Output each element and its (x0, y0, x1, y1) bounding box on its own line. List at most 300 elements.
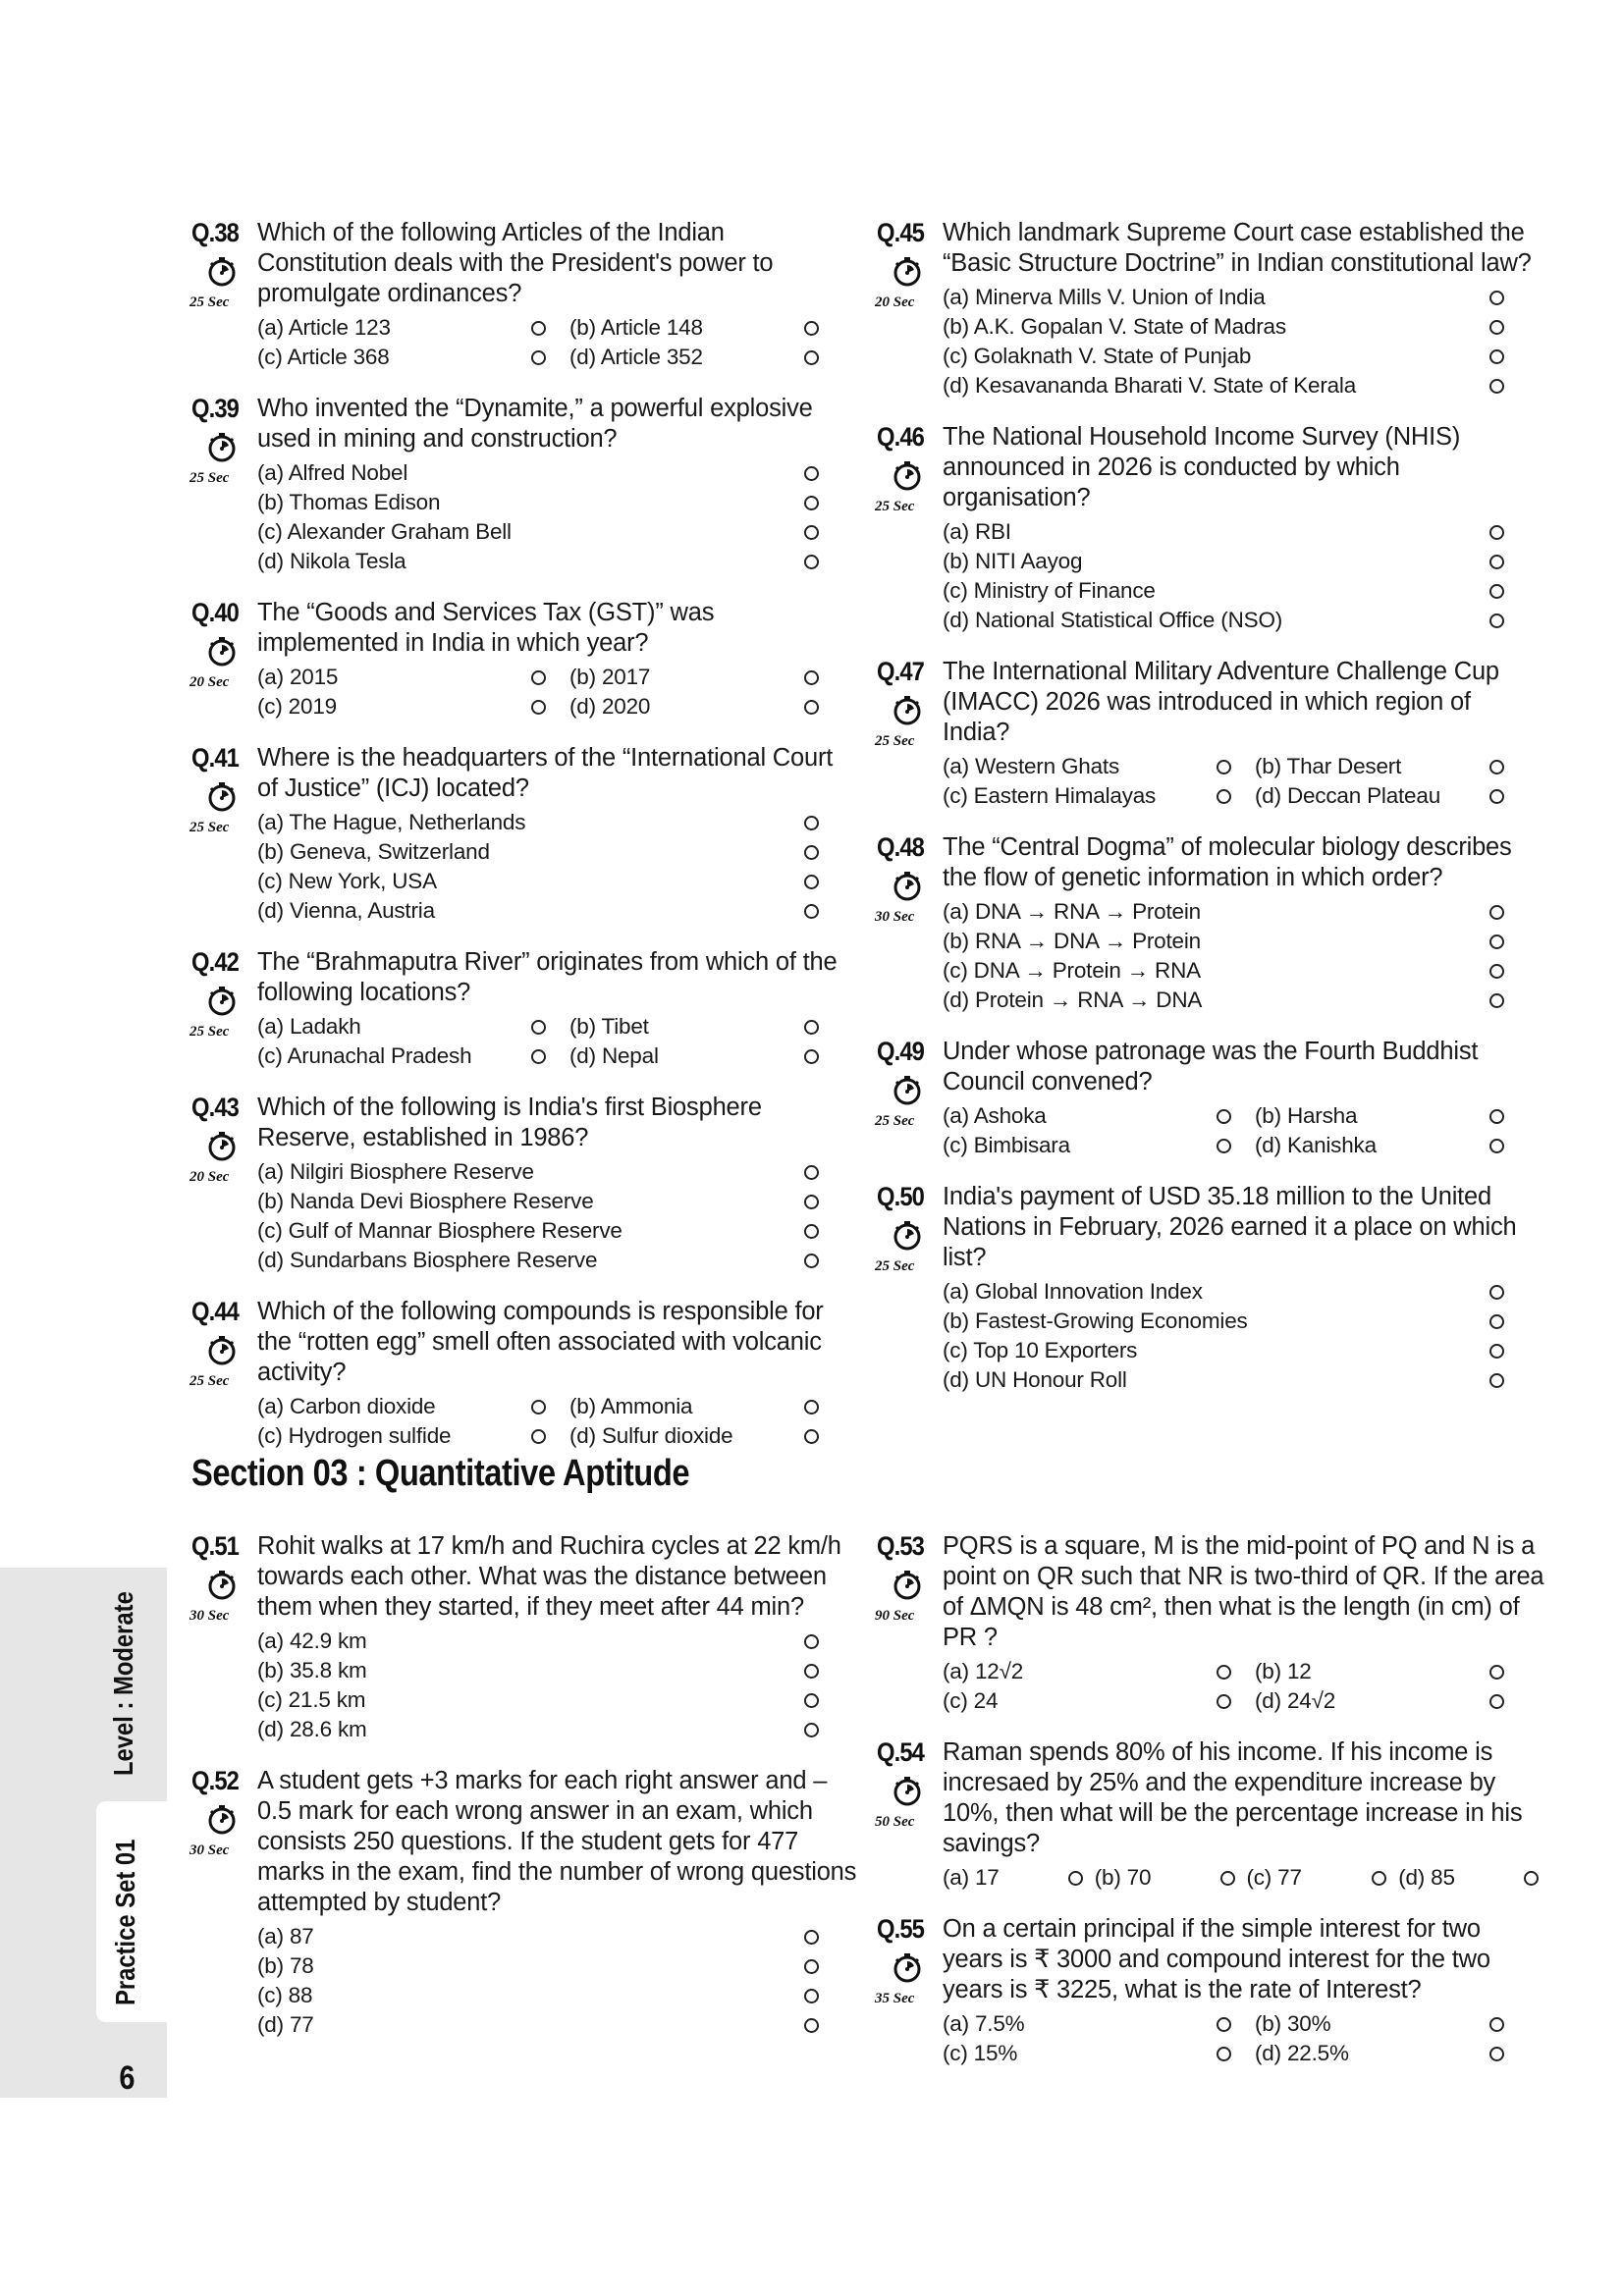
option-label: (d) Kanishka (1255, 1133, 1377, 1157)
answer-bubble[interactable] (804, 555, 819, 569)
option-label: (d) 85 (1398, 1865, 1455, 1890)
options (943, 897, 1544, 1015)
option[interactable] (257, 1014, 552, 1040)
option-label: (a) Minerva Mills V. Union of India (943, 285, 1266, 309)
question-number: Q.51 (191, 1531, 240, 1561)
option[interactable] (257, 1687, 825, 1713)
option[interactable] (943, 578, 1510, 604)
option[interactable] (569, 1014, 825, 1040)
option-label: (c) Alexander Graham Bell (257, 519, 512, 544)
answer-bubble[interactable] (531, 1400, 546, 1415)
stopwatch-icon (891, 870, 924, 903)
option-label: (c) 88 (257, 1983, 313, 2007)
answer-bubble[interactable] (804, 1693, 819, 1708)
answer-bubble[interactable] (1489, 2017, 1504, 2032)
option[interactable] (943, 1659, 1237, 1684)
question-text: Where is the headquarters of the “International Court of Justice” (ICJ) located? (257, 744, 834, 802)
answer-bubble[interactable] (1217, 1139, 1231, 1153)
option-label: (c) 15% (943, 2041, 1018, 2065)
option-label: (c) 77 (1246, 1865, 1302, 1890)
option[interactable] (943, 754, 1237, 779)
option[interactable] (943, 2011, 1237, 2037)
option-label: (b) Tibet (569, 1014, 649, 1039)
option-label: (d) Article 352 (569, 345, 703, 369)
answer-bubble[interactable] (804, 875, 819, 889)
option[interactable] (943, 285, 1510, 310)
question-number: Q.54 (877, 1737, 925, 1767)
question-48 (877, 832, 1544, 1015)
answer-bubble[interactable] (531, 700, 546, 715)
answer-bubble[interactable] (1489, 584, 1504, 599)
level-tab (96, 1568, 167, 1795)
option-label: (a) Western Ghats (943, 754, 1119, 778)
option[interactable] (257, 1658, 825, 1683)
option-label: (a) 42.9 km (257, 1629, 367, 1653)
option[interactable] (943, 1338, 1510, 1363)
option-label: (c) DNA → Protein → RNA (943, 958, 1201, 983)
option[interactable] (257, 694, 552, 720)
option-label: (a) Ashoka (943, 1103, 1047, 1128)
option-label: (b) 70 (1094, 1865, 1152, 1890)
time-label: 25 Sec (875, 499, 915, 514)
question-43 (191, 1093, 859, 1275)
answer-bubble[interactable] (1489, 1373, 1504, 1388)
question-40 (191, 598, 859, 721)
answer-bubble[interactable] (804, 321, 819, 336)
option-label: (d) 2020 (569, 694, 651, 719)
answer-bubble[interactable] (1489, 349, 1504, 364)
option[interactable] (569, 1394, 825, 1419)
option[interactable] (943, 2041, 1237, 2066)
option[interactable] (257, 1189, 825, 1214)
answer-bubble[interactable] (531, 1049, 546, 1064)
answer-bubble[interactable] (804, 1723, 819, 1737)
option[interactable] (1398, 1865, 1544, 1891)
answer-bubble[interactable] (804, 2018, 819, 2033)
question-number: Q.52 (191, 1766, 240, 1795)
answer-bubble[interactable] (1217, 2047, 1231, 2061)
options (943, 283, 1544, 400)
answer-bubble[interactable] (804, 816, 819, 830)
option[interactable] (943, 549, 1510, 574)
answer-bubble[interactable] (1489, 1344, 1504, 1359)
option[interactable] (257, 898, 825, 924)
answer-bubble[interactable] (804, 1224, 819, 1239)
question-text: Under whose patronage was the Fourth Buddhist Council convened? (943, 1038, 1479, 1095)
time-label: 25 Sec (189, 470, 230, 486)
answer-bubble[interactable] (1217, 2017, 1231, 2032)
answer-bubble[interactable] (1217, 760, 1231, 774)
option[interactable] (569, 315, 825, 341)
options (257, 1392, 859, 1451)
question-number: Q.45 (877, 218, 925, 247)
stopwatch-icon (205, 985, 239, 1018)
answer-bubble[interactable] (1489, 1665, 1504, 1680)
question-text: India's payment of USD 35.18 million to the United Nations in February, 2026 earned it a place on which list? (943, 1183, 1517, 1271)
time-label: 25 Sec (875, 733, 915, 749)
question-text: Raman spends 80% of his income. If his income is incresaed by 25% and the expenditure increase by 10%, then what will be the percentage increase in his savings? (943, 1738, 1523, 1857)
options (943, 1101, 1544, 1160)
option-label: (c) Bimbisara (943, 1133, 1070, 1157)
answer-bubble[interactable] (804, 1165, 819, 1180)
option-label: (d) 24√2 (1255, 1688, 1336, 1713)
option[interactable] (943, 1367, 1510, 1393)
option-label: (d) 77 (257, 2012, 314, 2037)
stopwatch-icon (205, 635, 239, 668)
question-text: The “Brahmaputra River” originates from which of the following locations? (257, 948, 838, 1006)
option[interactable] (257, 519, 825, 545)
option-label: (a) 17 (943, 1865, 1000, 1890)
answer-bubble[interactable] (1489, 1139, 1504, 1153)
option-label: (d) National Statistical Office (NSO) (943, 608, 1283, 632)
option-label: (b) 2017 (569, 665, 651, 689)
answer-bubble[interactable] (804, 525, 819, 540)
answer-bubble[interactable] (1489, 320, 1504, 335)
options (257, 1922, 859, 2040)
option-label: (b) Thar Desert (1255, 754, 1402, 778)
option[interactable] (1255, 783, 1510, 809)
option[interactable] (569, 1423, 825, 1449)
option[interactable] (1246, 1865, 1392, 1891)
options (257, 1012, 859, 1071)
question-51 (191, 1531, 859, 1744)
option-label: (c) 21.5 km (257, 1687, 366, 1712)
answer-bubble[interactable] (1217, 1694, 1231, 1709)
option-label: (b) 12 (1255, 1659, 1312, 1683)
question-number: Q.38 (191, 218, 240, 247)
option[interactable] (257, 315, 552, 341)
option[interactable] (569, 694, 825, 720)
option[interactable] (257, 1717, 825, 1742)
time-label: 25 Sec (189, 1024, 230, 1040)
stopwatch-icon (891, 1775, 924, 1808)
answer-bubble[interactable] (804, 1634, 819, 1649)
option[interactable] (943, 1279, 1510, 1305)
answer-bubble[interactable] (804, 845, 819, 860)
option[interactable] (943, 929, 1510, 954)
question-number: Q.50 (877, 1182, 925, 1211)
option-label: (b) RNA → DNA → Protein (943, 929, 1201, 953)
question-number: Q.53 (877, 1531, 925, 1561)
option-label: (c) Hydrogen sulfide (257, 1423, 452, 1448)
question-number: Q.55 (877, 1914, 925, 1944)
option-label: (d) Nepal (569, 1043, 659, 1068)
option-label: (a) 87 (257, 1924, 314, 1949)
option-label: (a) 2015 (257, 665, 339, 689)
option-label: (a) Alfred Nobel (257, 460, 408, 485)
option[interactable] (943, 988, 1510, 1013)
option-label: (d) Sundarbans Biosphere Reserve (257, 1248, 598, 1272)
option[interactable] (943, 344, 1510, 369)
option[interactable] (943, 314, 1510, 340)
option-label: (b) Nanda Devi Biosphere Reserve (257, 1189, 594, 1213)
option-label: (a) 12√2 (943, 1659, 1024, 1683)
time-label: 20 Sec (875, 294, 915, 310)
option[interactable] (1255, 2041, 1510, 2066)
option[interactable] (943, 1865, 1089, 1891)
answer-bubble[interactable] (1489, 760, 1504, 774)
answer-bubble[interactable] (804, 1429, 819, 1444)
time-label: 25 Sec (875, 1258, 915, 1274)
answer-bubble[interactable] (1217, 789, 1231, 804)
stopwatch-icon (205, 255, 239, 289)
option-label: (c) Eastern Himalayas (943, 783, 1157, 808)
stopwatch-icon (891, 1951, 924, 1985)
option[interactable] (1255, 1103, 1510, 1129)
option-label: (a) The Hague, Netherlands (257, 810, 526, 834)
question-number: Q.49 (877, 1037, 925, 1066)
question-text: Which of the following Articles of the Indian Constitution deals with the President's power to promulgate ordinances? (257, 219, 774, 307)
time-label: 30 Sec (189, 1608, 230, 1624)
option-label: (b) 78 (257, 1953, 314, 1978)
option[interactable] (257, 1629, 825, 1654)
option-label: (b) Article 148 (569, 315, 703, 340)
option[interactable] (943, 519, 1510, 545)
option[interactable] (1255, 2011, 1510, 2037)
option[interactable] (257, 810, 825, 835)
option[interactable] (943, 1103, 1237, 1129)
option[interactable] (943, 373, 1510, 399)
answer-bubble[interactable] (804, 496, 819, 510)
option[interactable] (943, 958, 1510, 984)
answer-bubble[interactable] (1489, 1285, 1504, 1300)
option-label: (d) Deccan Plateau (1255, 783, 1441, 808)
option[interactable] (257, 1924, 825, 1949)
answer-bubble[interactable] (531, 670, 546, 685)
answer-bubble[interactable] (1524, 1871, 1539, 1886)
option[interactable] (257, 490, 825, 515)
option[interactable] (569, 345, 825, 370)
time-label: 30 Sec (189, 1842, 230, 1858)
answer-bubble[interactable] (804, 1989, 819, 2003)
question-number: Q.44 (191, 1297, 240, 1326)
option[interactable] (943, 1308, 1510, 1334)
option[interactable] (257, 1248, 825, 1273)
answer-bubble[interactable] (1489, 1694, 1504, 1709)
option-label: (c) Golaknath V. State of Punjab (943, 344, 1252, 368)
question-text: PQRS is a square, M is the mid-point of PQ and N is a point on QR such that NR is two-third of QR. If the area of ΔMQN is 48 cm², then what is the length (in cm) of PR ? (943, 1532, 1544, 1651)
answer-bubble[interactable] (1489, 905, 1504, 920)
answer-bubble[interactable] (804, 1400, 819, 1415)
question-49 (877, 1037, 1544, 1160)
stopwatch-icon (205, 1803, 239, 1837)
answer-bubble[interactable] (1068, 1871, 1083, 1886)
answer-bubble[interactable] (804, 670, 819, 685)
question-50 (877, 1182, 1544, 1395)
stopwatch-icon (891, 1569, 924, 1602)
answer-bubble[interactable] (1489, 1314, 1504, 1329)
stopwatch-icon (891, 694, 924, 727)
stopwatch-icon (891, 459, 924, 493)
stopwatch-icon (205, 1334, 239, 1367)
answer-bubble[interactable] (1489, 614, 1504, 628)
question-text: Which landmark Supreme Court case established the “Basic Structure Doctrine” in Indian constitutional law? (943, 219, 1532, 277)
time-label: 25 Sec (875, 1113, 915, 1129)
stopwatch-icon (891, 255, 924, 289)
options (943, 517, 1544, 635)
option[interactable] (1095, 1865, 1241, 1891)
option-label: (d) Protein → RNA → DNA (943, 988, 1203, 1012)
question-number: Q.46 (877, 422, 925, 452)
stopwatch-icon (891, 1074, 924, 1107)
answer-bubble[interactable] (804, 1195, 819, 1209)
question-text: On a certain principal if the simple interest for two years is ₹ 3000 and compound interest for the two years is ₹ 3225, what is the rate of Interest? (943, 1915, 1490, 2003)
option[interactable] (943, 783, 1237, 809)
options (257, 313, 859, 372)
option[interactable] (1255, 754, 1510, 779)
question-38 (191, 218, 859, 372)
question-52 (191, 1766, 859, 2040)
left-column (191, 218, 859, 1472)
answer-bubble[interactable] (1489, 993, 1504, 1008)
option[interactable] (257, 839, 825, 865)
option[interactable] (569, 1043, 825, 1069)
option[interactable] (569, 665, 825, 690)
answer-bubble[interactable] (531, 1429, 546, 1444)
time-label: 20 Sec (189, 674, 230, 690)
question-text: The “Central Dogma” of molecular biology describes the flow of genetic information in which order? (943, 833, 1512, 891)
option-label: (c) 24 (943, 1688, 999, 1713)
answer-bubble[interactable] (1220, 1871, 1235, 1886)
option[interactable] (943, 1133, 1237, 1158)
answer-bubble[interactable] (531, 350, 546, 365)
options (943, 1277, 1544, 1395)
answer-bubble[interactable] (1372, 1871, 1386, 1886)
answer-bubble[interactable] (804, 466, 819, 481)
answer-bubble[interactable] (804, 1959, 819, 1974)
option-label: (a) Ladakh (257, 1014, 361, 1039)
answer-bubble[interactable] (804, 1664, 819, 1679)
question-45 (877, 218, 1544, 400)
option[interactable] (257, 1983, 825, 2008)
option[interactable] (943, 1688, 1237, 1714)
question-54 (877, 1737, 1544, 1893)
option-label: (a) Nilgiri Biosphere Reserve (257, 1159, 534, 1184)
options (943, 752, 1544, 811)
stopwatch-icon (205, 1569, 239, 1602)
option[interactable] (1255, 1659, 1510, 1684)
answer-bubble[interactable] (1489, 1109, 1504, 1124)
option[interactable] (257, 2012, 825, 2038)
option-label: (b) Thomas Edison (257, 490, 441, 514)
answer-bubble[interactable] (1489, 379, 1504, 394)
option-label: (c) Ministry of Finance (943, 578, 1156, 603)
answer-bubble[interactable] (1489, 291, 1504, 305)
option-label: (a) Global Innovation Index (943, 1279, 1203, 1304)
option[interactable] (257, 1043, 552, 1069)
option[interactable] (257, 549, 825, 574)
option-label: (a) Article 123 (257, 315, 391, 340)
option-label: (b) Geneva, Switzerland (257, 839, 490, 864)
answer-bubble[interactable] (1489, 964, 1504, 979)
option-label: (c) New York, USA (257, 869, 437, 893)
question-47 (877, 657, 1544, 811)
option-label: (b) Harsha (1255, 1103, 1358, 1128)
stopwatch-icon (205, 1130, 239, 1163)
option[interactable] (257, 1953, 825, 1979)
answer-bubble[interactable] (1489, 789, 1504, 804)
option-label: (d) 28.6 km (257, 1717, 367, 1741)
answer-bubble[interactable] (531, 321, 546, 336)
option-label: (a) Carbon dioxide (257, 1394, 436, 1418)
option[interactable] (257, 869, 825, 894)
question-44 (191, 1297, 859, 1451)
option[interactable] (1255, 1688, 1510, 1714)
option[interactable] (1255, 1133, 1510, 1158)
answer-bubble[interactable] (1489, 525, 1504, 540)
option-label: (b) NITI Aayog (943, 549, 1083, 573)
option-label: (d) Vienna, Austria (257, 898, 435, 923)
option-label: (a) RBI (943, 519, 1011, 544)
answer-bubble[interactable] (804, 1020, 819, 1035)
answer-bubble[interactable] (804, 700, 819, 715)
time-label: 25 Sec (189, 294, 230, 310)
time-label: 35 Sec (875, 1991, 915, 2006)
option[interactable] (257, 460, 825, 486)
option[interactable] (257, 1159, 825, 1185)
stopwatch-icon (891, 1219, 924, 1253)
question-text: The National Household Income Survey (NHIS) announced in 2026 is conducted by which organisation? (943, 423, 1461, 511)
option-label: (d) 22.5% (1255, 2041, 1349, 2065)
options (943, 1657, 1544, 1716)
question-text: Rohit walks at 17 km/h and Ruchira cycles at 22 km/h towards each other. What was the distance between them when they started, if they meet after 44 min? (257, 1532, 841, 1621)
answer-bubble[interactable] (804, 1049, 819, 1064)
question-number: Q.42 (191, 947, 240, 977)
time-label: 25 Sec (189, 820, 230, 835)
option[interactable] (257, 1394, 552, 1419)
option[interactable] (257, 665, 552, 690)
option[interactable] (943, 899, 1510, 925)
answer-bubble[interactable] (1489, 934, 1504, 949)
answer-bubble[interactable] (804, 1930, 819, 1945)
right-column (877, 218, 1544, 1416)
option-label: (d) UN Honour Roll (943, 1367, 1127, 1392)
answer-bubble[interactable] (1217, 1665, 1231, 1680)
question-42 (191, 947, 859, 1071)
option-label: (b) 35.8 km (257, 1658, 367, 1682)
options (257, 663, 859, 721)
question-39 (191, 394, 859, 576)
option[interactable] (257, 1218, 825, 1244)
question-number: Q.47 (877, 657, 925, 686)
answer-bubble[interactable] (804, 350, 819, 365)
option-label: (c) Top 10 Exporters (943, 1338, 1138, 1362)
practice-set-tab (96, 1801, 167, 2022)
question-number: Q.39 (191, 394, 240, 423)
answer-bubble[interactable] (1217, 1109, 1231, 1124)
question-46 (877, 422, 1544, 635)
option[interactable] (943, 608, 1510, 633)
stopwatch-icon (205, 780, 239, 814)
option-label: (d) Kesavananda Bharati V. State of Kerala (943, 373, 1357, 398)
answer-bubble[interactable] (804, 1254, 819, 1268)
question-number: Q.41 (191, 743, 240, 773)
answer-bubble[interactable] (531, 1020, 546, 1035)
question-text: A student gets +3 marks for each right answer and –0.5 mark for each wrong answer in an exam, which consists 250 questions. If the student gets for 477 marks in the exam, find the number of wrong questions attempted by student? (257, 1767, 857, 1916)
answer-bubble[interactable] (1489, 2047, 1504, 2061)
question-text: Which of the following compounds is responsible for the “rotten egg” smell often associated with volcanic activity? (257, 1298, 824, 1386)
question-53 (877, 1531, 1544, 1716)
option-label: (b) Fastest-Growing Economies (943, 1308, 1248, 1333)
option-label: (c) Article 368 (257, 345, 390, 369)
answer-bubble[interactable] (804, 904, 819, 919)
section3-left-column (191, 1531, 859, 2061)
level-label: Level : Moderate (108, 1591, 138, 1776)
option[interactable] (257, 1423, 552, 1449)
option[interactable] (257, 345, 552, 370)
answer-bubble[interactable] (1489, 555, 1504, 569)
option-label: (b) 30% (1255, 2011, 1331, 2036)
